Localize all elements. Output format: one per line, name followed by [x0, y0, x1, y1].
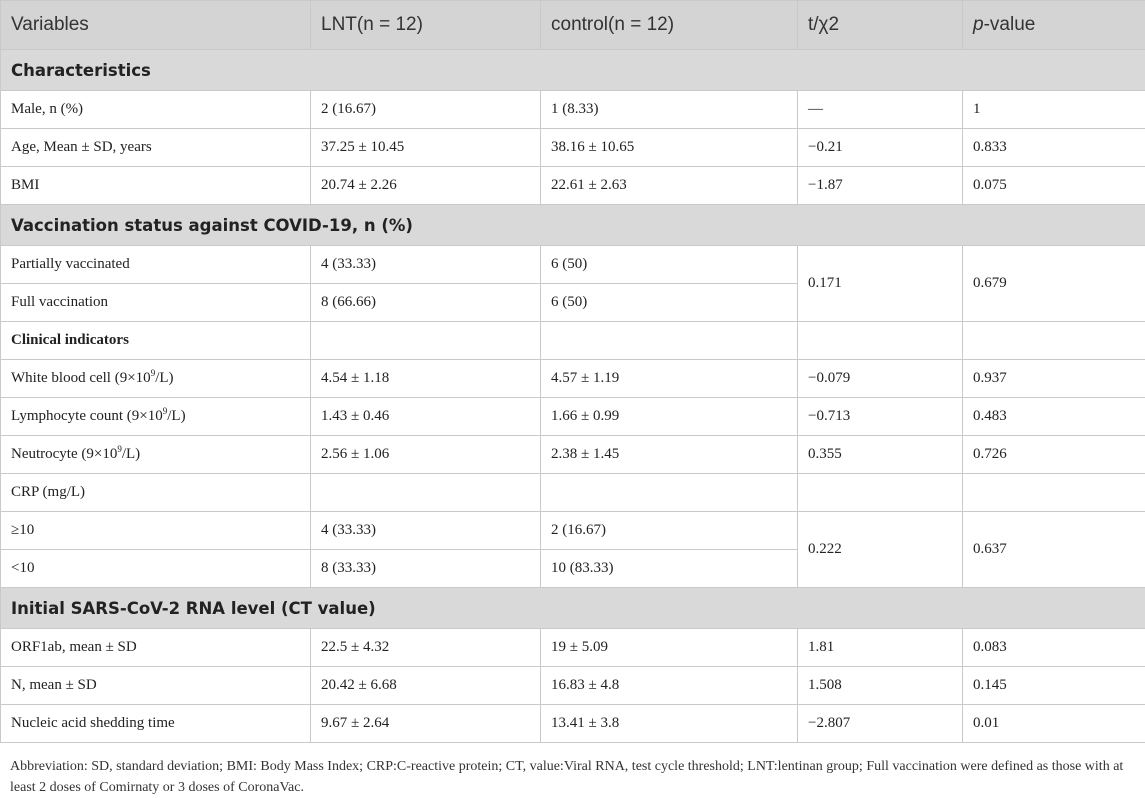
table-row	[1, 322, 1145, 360]
row-label: Nucleic acid shedding time	[1, 705, 311, 743]
cell-lnt: 20.74 ± 2.26	[311, 167, 541, 205]
row-label	[1, 398, 311, 436]
table-row	[1, 474, 1145, 512]
row-label: ≥10	[1, 512, 311, 550]
cell-control: 13.41 ± 3.8	[541, 705, 798, 743]
cell-lnt: 4.54 ± 1.18	[311, 360, 541, 398]
row-label-clinical: Clinical indicators	[1, 322, 311, 360]
cell-lnt: 1.43 ± 0.46	[311, 398, 541, 436]
cell-lnt: 4 (33.33)	[311, 246, 541, 284]
cell-stat: 1.508	[798, 667, 963, 705]
table-row	[1, 129, 1145, 167]
table-row	[1, 246, 1145, 284]
cell-stat: 0.355	[798, 436, 963, 474]
cell-empty	[541, 322, 798, 360]
cell-empty	[311, 474, 541, 512]
cell-p: 1	[963, 91, 1145, 129]
table-row	[1, 667, 1145, 705]
cell-stat: 1.81	[798, 629, 963, 667]
row-label: <10	[1, 550, 311, 588]
cell-stat: —	[798, 91, 963, 129]
cell-empty	[963, 474, 1145, 512]
cell-empty	[311, 322, 541, 360]
table-footnote: Abbreviation: SD, standard deviation; BMI: Body Mass Index; CRP:C-reactive protein; CT, value:Viral RNA, test cycle threshold; LNT:lentinan group; Full vaccination were defined as those with at least 2 doses of Comirnaty or 3 doses of CoronaVac.	[10, 756, 1140, 798]
label-sup: 9	[151, 368, 156, 378]
cell-empty	[798, 474, 963, 512]
header-control: control(n = 12)	[541, 1, 798, 50]
section-rna: Initial SARS-CoV-2 RNA level (CT value)	[1, 588, 1145, 629]
cell-p: 0.145	[963, 667, 1145, 705]
section-row	[1, 588, 1145, 629]
cell-control: 16.83 ± 4.8	[541, 667, 798, 705]
section-row	[1, 50, 1145, 91]
cell-p-merged: 0.637	[963, 512, 1145, 588]
cell-p: 0.075	[963, 167, 1145, 205]
label-text: Neutrocyte (9×10	[11, 446, 117, 462]
cell-empty	[963, 322, 1145, 360]
cell-empty	[798, 322, 963, 360]
cell-lnt: 8 (66.66)	[311, 284, 541, 322]
cell-control: 2.38 ± 1.45	[541, 436, 798, 474]
section-characteristics: Characteristics	[1, 50, 1145, 91]
label-text: /L)	[155, 370, 173, 386]
cell-lnt: 20.42 ± 6.68	[311, 667, 541, 705]
cell-stat: −0.21	[798, 129, 963, 167]
table-row	[1, 705, 1145, 743]
row-label: ORF1ab, mean ± SD	[1, 629, 311, 667]
table-row	[1, 512, 1145, 550]
cell-p-merged: 0.679	[963, 246, 1145, 322]
row-label	[1, 360, 311, 398]
table-row	[1, 629, 1145, 667]
table-row	[1, 91, 1145, 129]
table-row	[1, 398, 1145, 436]
label-text: /L)	[122, 446, 140, 462]
section-vaccination: Vaccination status against COVID-19, n (%)	[1, 205, 1145, 246]
row-label: Partially vaccinated	[1, 246, 311, 284]
cell-control: 6 (50)	[541, 284, 798, 322]
cell-p: 0.833	[963, 129, 1145, 167]
row-label: N, mean ± SD	[1, 667, 311, 705]
table-row	[1, 436, 1145, 474]
cell-control: 19 ± 5.09	[541, 629, 798, 667]
cell-control: 1 (8.33)	[541, 91, 798, 129]
row-label: BMI	[1, 167, 311, 205]
cell-control: 22.61 ± 2.63	[541, 167, 798, 205]
cell-control: 1.66 ± 0.99	[541, 398, 798, 436]
cell-control: 6 (50)	[541, 246, 798, 284]
label-text: White blood cell (9×10	[11, 370, 151, 386]
label-sup: 9	[117, 444, 122, 454]
cell-lnt: 9.67 ± 2.64	[311, 705, 541, 743]
cell-lnt: 8 (33.33)	[311, 550, 541, 588]
cell-stat: −1.87	[798, 167, 963, 205]
table-row	[1, 167, 1145, 205]
cell-lnt: 37.25 ± 10.45	[311, 129, 541, 167]
section-row	[1, 205, 1145, 246]
table-row	[1, 360, 1145, 398]
cell-control: 10 (83.33)	[541, 550, 798, 588]
row-label: Age, Mean ± SD, years	[1, 129, 311, 167]
cell-control: 2 (16.67)	[541, 512, 798, 550]
cell-stat: −0.713	[798, 398, 963, 436]
header-variables: Variables	[1, 1, 311, 50]
cell-control: 38.16 ± 10.65	[541, 129, 798, 167]
row-label: Full vaccination	[1, 284, 311, 322]
cell-lnt: 22.5 ± 4.32	[311, 629, 541, 667]
cell-p: 0.726	[963, 436, 1145, 474]
header-stat: t/χ2	[798, 1, 963, 50]
header-lnt: LNT(n = 12)	[311, 1, 541, 50]
cell-stat: −0.079	[798, 360, 963, 398]
cell-p: 0.937	[963, 360, 1145, 398]
cell-lnt: 2 (16.67)	[311, 91, 541, 129]
label-sup: 9	[163, 406, 168, 416]
cell-lnt: 4 (33.33)	[311, 512, 541, 550]
header-pvalue-italic: p	[973, 14, 984, 35]
cell-p: 0.483	[963, 398, 1145, 436]
header-row	[1, 1, 1145, 50]
cell-lnt: 2.56 ± 1.06	[311, 436, 541, 474]
label-text: Lymphocyte count (9×10	[11, 408, 163, 424]
cell-stat: −2.807	[798, 705, 963, 743]
row-label: Male, n (%)	[1, 91, 311, 129]
row-label: CRP (mg/L)	[1, 474, 311, 512]
label-text: /L)	[167, 408, 185, 424]
cell-empty	[541, 474, 798, 512]
cell-p: 0.083	[963, 629, 1145, 667]
cell-stat-merged: 0.171	[798, 246, 963, 322]
cell-stat-merged: 0.222	[798, 512, 963, 588]
header-pvalue	[963, 1, 1145, 50]
row-label	[1, 436, 311, 474]
header-pvalue-rest: -value	[984, 14, 1036, 35]
cell-control: 4.57 ± 1.19	[541, 360, 798, 398]
cell-p: 0.01	[963, 705, 1145, 743]
